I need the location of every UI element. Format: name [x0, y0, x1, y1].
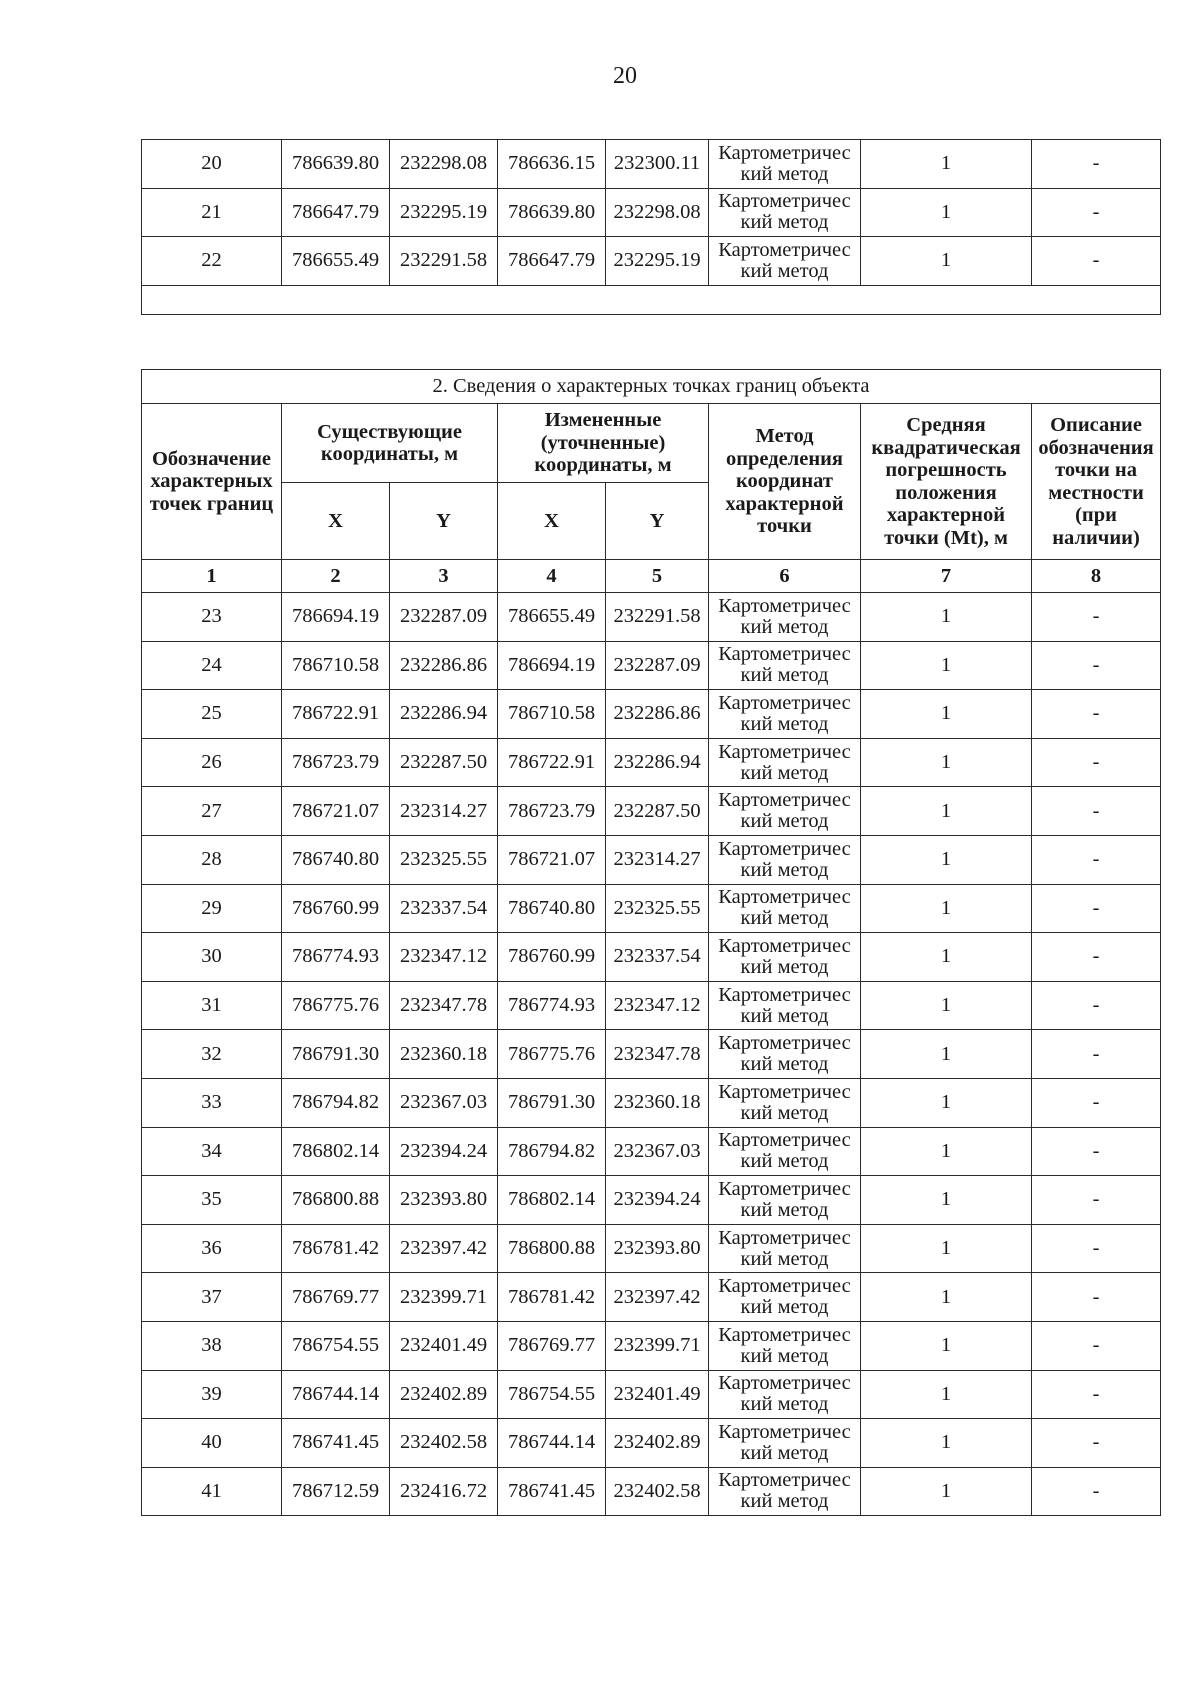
method-cell [709, 787, 861, 836]
point-cell: 41 [142, 1467, 282, 1516]
point-cell: 25 [142, 690, 282, 739]
method-line: кий метод [740, 615, 829, 638]
x-existing-cell: 786754.55 [282, 1321, 390, 1370]
point-cell: 31 [142, 981, 282, 1030]
table-row [142, 1030, 1161, 1079]
x-existing-cell: 786774.93 [282, 933, 390, 982]
x-changed-cell: 786740.80 [498, 884, 606, 933]
header-line: координат [736, 470, 833, 493]
header-row-1 [142, 404, 1161, 483]
mt-cell: 1 [861, 1030, 1032, 1079]
method-line: Картометричес [718, 643, 851, 666]
header-line: (уточненные) [540, 431, 666, 454]
description-cell: - [1032, 787, 1161, 836]
table-row [142, 140, 1161, 189]
empty-row [142, 285, 1161, 314]
description-cell: - [1032, 1467, 1161, 1516]
header-designation [142, 404, 282, 560]
x-existing-cell: 786744.14 [282, 1370, 390, 1419]
y-changed-cell: 232314.27 [606, 835, 709, 884]
method-line: Картометричес [718, 691, 851, 714]
method-line: кий метод [740, 1441, 829, 1464]
page-number: 20 [613, 63, 637, 89]
y-changed-cell: 232287.09 [606, 641, 709, 690]
y-changed-cell: 232300.11 [606, 140, 709, 189]
column-number: 2 [282, 560, 390, 593]
x-changed-cell: 786744.14 [498, 1419, 606, 1468]
y-existing-cell: 232291.58 [390, 237, 498, 286]
y-changed-cell: 232325.55 [606, 884, 709, 933]
mt-cell: 1 [861, 981, 1032, 1030]
column-number: 1 [142, 560, 282, 593]
x-existing-cell: 786740.80 [282, 835, 390, 884]
y-changed-cell: 232298.08 [606, 188, 709, 237]
table-row [142, 1176, 1161, 1225]
y-existing-cell: 232287.09 [390, 593, 498, 642]
mt-cell: 1 [861, 933, 1032, 982]
header-line: характерных [150, 470, 273, 493]
x-changed-cell: 786721.07 [498, 835, 606, 884]
x-changed-cell: 786636.15 [498, 140, 606, 189]
description-cell: - [1032, 1224, 1161, 1273]
header-existing-coords [282, 404, 498, 483]
method-line: кий метод [740, 1344, 829, 1367]
method-line: Картометричес [718, 886, 851, 909]
y-changed-cell: 232402.58 [606, 1467, 709, 1516]
method-line: кий метод [740, 1296, 829, 1319]
method-line: Картометричес [718, 594, 851, 617]
method-cell [709, 981, 861, 1030]
y-changed-cell: 232393.80 [606, 1224, 709, 1273]
y-existing-cell: 232287.50 [390, 738, 498, 787]
point-cell: 30 [142, 933, 282, 982]
point-cell: 24 [142, 641, 282, 690]
x-changed-cell: 786710.58 [498, 690, 606, 739]
y-existing-cell: 232367.03 [390, 1078, 498, 1127]
y-changed-cell: 232291.58 [606, 593, 709, 642]
x-changed-cell: 786655.49 [498, 593, 606, 642]
y-existing-cell: 232402.89 [390, 1370, 498, 1419]
method-line: кий метод [740, 664, 829, 687]
method-cell [709, 1419, 861, 1468]
method-line: Картометричес [718, 740, 851, 763]
method-line: кий метод [740, 1247, 829, 1270]
x-changed-cell: 786639.80 [498, 188, 606, 237]
method-line: Картометричес [718, 1032, 851, 1055]
method-line: Картометричес [718, 238, 851, 261]
y-existing-cell: 232325.55 [390, 835, 498, 884]
method-line: кий метод [740, 712, 829, 735]
x-changed-cell: 786802.14 [498, 1176, 606, 1225]
column-number: 8 [1032, 560, 1161, 593]
header-y-existing: Y [390, 483, 498, 560]
header-line: погрешность [885, 459, 1007, 481]
point-cell: 35 [142, 1176, 282, 1225]
point-cell: 27 [142, 787, 282, 836]
description-cell: - [1032, 237, 1161, 286]
description-cell: - [1032, 690, 1161, 739]
method-line: кий метод [740, 1053, 829, 1076]
mt-cell: 1 [861, 690, 1032, 739]
method-cell [709, 1273, 861, 1322]
mt-cell: 1 [861, 1273, 1032, 1322]
mt-cell: 1 [861, 1127, 1032, 1176]
y-changed-cell: 232394.24 [606, 1176, 709, 1225]
header-method [709, 404, 861, 560]
header-error [861, 404, 1032, 560]
y-changed-cell: 232360.18 [606, 1078, 709, 1127]
mt-cell: 1 [861, 1224, 1032, 1273]
header-line: координаты, м [320, 443, 459, 465]
description-cell: - [1032, 1078, 1161, 1127]
table-row [142, 884, 1161, 933]
method-cell [709, 188, 861, 237]
description-cell: - [1032, 1030, 1161, 1079]
y-existing-cell: 232337.54 [390, 884, 498, 933]
column-number-row [142, 560, 1161, 593]
table-row [142, 1127, 1161, 1176]
description-cell: - [1032, 1370, 1161, 1419]
header-line: точек границ [149, 492, 274, 515]
table-row [142, 933, 1161, 982]
method-cell [709, 1321, 861, 1370]
method-line: Картометричес [718, 837, 851, 860]
y-existing-cell: 232394.24 [390, 1127, 498, 1176]
table-row [142, 1078, 1161, 1127]
method-line: кий метод [740, 259, 829, 282]
header-line: координаты, м [534, 454, 672, 477]
method-cell [709, 237, 861, 286]
x-changed-cell: 786694.19 [498, 641, 606, 690]
x-existing-cell: 786694.19 [282, 593, 390, 642]
point-cell: 39 [142, 1370, 282, 1419]
mt-cell: 1 [861, 1419, 1032, 1468]
empty-cell [142, 285, 1161, 314]
header-line: точки [757, 515, 812, 538]
boundary-points-table-body [142, 593, 1161, 1516]
table-row [142, 1370, 1161, 1419]
x-existing-cell: 786769.77 [282, 1273, 390, 1322]
method-line: Картометричес [718, 983, 851, 1006]
mt-cell: 1 [861, 593, 1032, 642]
x-existing-cell: 786791.30 [282, 1030, 390, 1079]
point-cell: 28 [142, 835, 282, 884]
y-existing-cell: 232399.71 [390, 1273, 498, 1322]
table-row [142, 1321, 1161, 1370]
x-changed-cell: 786647.79 [498, 237, 606, 286]
method-cell [709, 593, 861, 642]
x-changed-cell: 786775.76 [498, 1030, 606, 1079]
x-existing-cell: 786802.14 [282, 1127, 390, 1176]
point-cell: 37 [142, 1273, 282, 1322]
method-cell [709, 641, 861, 690]
x-changed-cell: 786760.99 [498, 933, 606, 982]
x-changed-cell: 786794.82 [498, 1127, 606, 1176]
point-cell: 36 [142, 1224, 282, 1273]
point-cell: 38 [142, 1321, 282, 1370]
header-line: определения [725, 447, 844, 470]
x-changed-cell: 786754.55 [498, 1370, 606, 1419]
point-cell: 23 [142, 593, 282, 642]
header-line: Метод [755, 425, 814, 448]
mt-cell: 1 [861, 884, 1032, 933]
mt-cell: 1 [861, 1370, 1032, 1419]
table-row [142, 981, 1161, 1030]
method-line: кий метод [740, 1004, 829, 1027]
header-description [1032, 404, 1161, 560]
method-line: Картометричес [718, 1469, 851, 1492]
header-line: Описание [1050, 414, 1142, 436]
method-cell [709, 1176, 861, 1225]
method-line: кий метод [740, 1150, 829, 1173]
header-line: Существующие [317, 420, 462, 443]
x-existing-cell: 786722.91 [282, 690, 390, 739]
column-number: 4 [498, 560, 606, 593]
x-existing-cell: 786721.07 [282, 787, 390, 836]
x-existing-cell: 786723.79 [282, 738, 390, 787]
mt-cell: 1 [861, 1176, 1032, 1225]
point-cell: 20 [142, 140, 282, 189]
method-line: Картометричес [718, 1420, 851, 1443]
description-cell: - [1032, 593, 1161, 642]
x-changed-cell: 786722.91 [498, 738, 606, 787]
y-changed-cell: 232401.49 [606, 1370, 709, 1419]
x-changed-cell: 786791.30 [498, 1078, 606, 1127]
x-existing-cell: 786800.88 [282, 1176, 390, 1225]
header-line: Измененные [544, 409, 662, 432]
description-cell: - [1032, 1419, 1161, 1468]
method-line: кий метод [740, 1393, 829, 1416]
y-existing-cell: 232286.86 [390, 641, 498, 690]
y-changed-cell: 232337.54 [606, 933, 709, 982]
header-line: обозначения [1038, 436, 1154, 459]
description-cell: - [1032, 738, 1161, 787]
y-existing-cell: 232393.80 [390, 1176, 498, 1225]
method-line: кий метод [740, 761, 829, 784]
header-line: точки (Mt), м [884, 526, 1008, 549]
method-cell [709, 140, 861, 189]
description-cell: - [1032, 933, 1161, 982]
boundary-points-table [141, 369, 1161, 1516]
y-existing-cell: 232401.49 [390, 1321, 498, 1370]
mt-cell: 1 [861, 140, 1032, 189]
description-cell: - [1032, 1321, 1161, 1370]
table-row [142, 188, 1161, 237]
column-number: 6 [709, 560, 861, 593]
method-line: Картометричес [718, 141, 851, 164]
description-cell: - [1032, 140, 1161, 189]
header-line: характерной [886, 504, 1006, 526]
method-cell [709, 690, 861, 739]
x-existing-cell: 786775.76 [282, 981, 390, 1030]
y-changed-cell: 232347.78 [606, 1030, 709, 1079]
mt-cell: 1 [861, 835, 1032, 884]
method-line: кий метод [740, 1198, 829, 1221]
table-row [142, 641, 1161, 690]
method-line: Картометричес [718, 789, 851, 812]
description-cell: - [1032, 1127, 1161, 1176]
method-cell [709, 884, 861, 933]
header-line: точки на [1055, 459, 1137, 481]
table-row [142, 593, 1161, 642]
mt-cell: 1 [861, 1321, 1032, 1370]
y-existing-cell: 232295.19 [390, 188, 498, 237]
mt-cell: 1 [861, 1078, 1032, 1127]
point-cell: 29 [142, 884, 282, 933]
description-cell: - [1032, 835, 1161, 884]
method-line: Картометричес [718, 190, 851, 213]
method-line: Картометричес [718, 1080, 851, 1103]
x-existing-cell: 786710.58 [282, 641, 390, 690]
x-existing-cell: 786794.82 [282, 1078, 390, 1127]
method-line: кий метод [740, 211, 829, 234]
y-existing-cell: 232314.27 [390, 787, 498, 836]
description-cell: - [1032, 981, 1161, 1030]
y-changed-cell: 232286.86 [606, 690, 709, 739]
table-row [142, 738, 1161, 787]
method-cell [709, 1370, 861, 1419]
method-cell [709, 835, 861, 884]
description-cell: - [1032, 1176, 1161, 1225]
header-line: Средняя [906, 414, 986, 436]
method-cell [709, 1078, 861, 1127]
y-changed-cell: 232347.12 [606, 981, 709, 1030]
section-title: 2. Сведения о характерных точках границ объекта [142, 370, 1161, 404]
y-changed-cell: 232287.50 [606, 787, 709, 836]
x-changed-cell: 786774.93 [498, 981, 606, 1030]
method-line: кий метод [740, 1490, 829, 1513]
table-row [142, 1467, 1161, 1516]
header-changed-coords [498, 404, 709, 483]
header-line: Обозначение [151, 447, 272, 470]
y-existing-cell: 232347.12 [390, 933, 498, 982]
method-line: Картометричес [718, 1323, 851, 1346]
continuation-table [141, 139, 1161, 315]
mt-cell: 1 [861, 641, 1032, 690]
method-cell [709, 1224, 861, 1273]
point-cell: 40 [142, 1419, 282, 1468]
x-existing-cell: 786655.49 [282, 237, 390, 286]
method-line: Картометричес [718, 1129, 851, 1152]
x-existing-cell: 786647.79 [282, 188, 390, 237]
table-row [142, 690, 1161, 739]
x-existing-cell: 786639.80 [282, 140, 390, 189]
description-cell: - [1032, 641, 1161, 690]
method-line: кий метод [740, 810, 829, 833]
header-line: характерной [725, 492, 844, 515]
y-changed-cell: 232367.03 [606, 1127, 709, 1176]
mt-cell: 1 [861, 1467, 1032, 1516]
table-row [142, 835, 1161, 884]
point-cell: 22 [142, 237, 282, 286]
mt-cell: 1 [861, 787, 1032, 836]
y-changed-cell: 232397.42 [606, 1273, 709, 1322]
y-changed-cell: 232295.19 [606, 237, 709, 286]
x-changed-cell: 786769.77 [498, 1321, 606, 1370]
y-existing-cell: 232298.08 [390, 140, 498, 189]
table-row [142, 1224, 1161, 1273]
y-existing-cell: 232416.72 [390, 1467, 498, 1516]
method-cell [709, 1467, 861, 1516]
header-line: местности [1048, 481, 1144, 504]
point-cell: 26 [142, 738, 282, 787]
header-x-changed: X [498, 483, 606, 560]
method-line: Картометричес [718, 1275, 851, 1298]
description-cell: - [1032, 884, 1161, 933]
table-row [142, 1273, 1161, 1322]
x-existing-cell: 786741.45 [282, 1419, 390, 1468]
method-line: Картометричес [718, 1226, 851, 1249]
description-cell: - [1032, 1273, 1161, 1322]
x-changed-cell: 786800.88 [498, 1224, 606, 1273]
method-cell [709, 1127, 861, 1176]
method-line: кий метод [740, 955, 829, 978]
method-cell [709, 933, 861, 982]
y-existing-cell: 232286.94 [390, 690, 498, 739]
method-line: кий метод [740, 907, 829, 930]
header-line: квадратическая [871, 436, 1021, 459]
method-line: кий метод [740, 1101, 829, 1124]
column-number: 3 [390, 560, 498, 593]
method-line: Картометричес [718, 1372, 851, 1395]
description-cell: - [1032, 188, 1161, 237]
method-cell [709, 738, 861, 787]
y-existing-cell: 232360.18 [390, 1030, 498, 1079]
y-existing-cell: 232397.42 [390, 1224, 498, 1273]
y-changed-cell: 232402.89 [606, 1419, 709, 1468]
point-cell: 34 [142, 1127, 282, 1176]
y-changed-cell: 232286.94 [606, 738, 709, 787]
mt-cell: 1 [861, 738, 1032, 787]
method-line: Картометричес [718, 1177, 851, 1200]
y-existing-cell: 232347.78 [390, 981, 498, 1030]
method-line: кий метод [740, 858, 829, 881]
method-line: Картометричес [718, 934, 851, 957]
header-line: положения [895, 481, 997, 504]
method-cell [709, 1030, 861, 1079]
x-existing-cell: 786760.99 [282, 884, 390, 933]
header-line: наличии) [1052, 526, 1140, 549]
x-changed-cell: 786781.42 [498, 1273, 606, 1322]
header-y-changed: Y [606, 483, 709, 560]
point-cell: 21 [142, 188, 282, 237]
point-cell: 33 [142, 1078, 282, 1127]
y-existing-cell: 232402.58 [390, 1419, 498, 1468]
mt-cell: 1 [861, 188, 1032, 237]
section-title-row [142, 370, 1161, 404]
table-row [142, 237, 1161, 286]
x-existing-cell: 786781.42 [282, 1224, 390, 1273]
mt-cell: 1 [861, 237, 1032, 286]
x-existing-cell: 786712.59 [282, 1467, 390, 1516]
header-x-existing: X [282, 483, 390, 560]
column-number: 7 [861, 560, 1032, 593]
table-row [142, 787, 1161, 836]
method-line: кий метод [740, 162, 829, 185]
x-changed-cell: 786741.45 [498, 1467, 606, 1516]
x-changed-cell: 786723.79 [498, 787, 606, 836]
header-line: (при [1075, 504, 1117, 526]
y-changed-cell: 232399.71 [606, 1321, 709, 1370]
column-number: 5 [606, 560, 709, 593]
continuation-table-body [142, 140, 1161, 286]
table-row [142, 1419, 1161, 1468]
point-cell: 32 [142, 1030, 282, 1079]
